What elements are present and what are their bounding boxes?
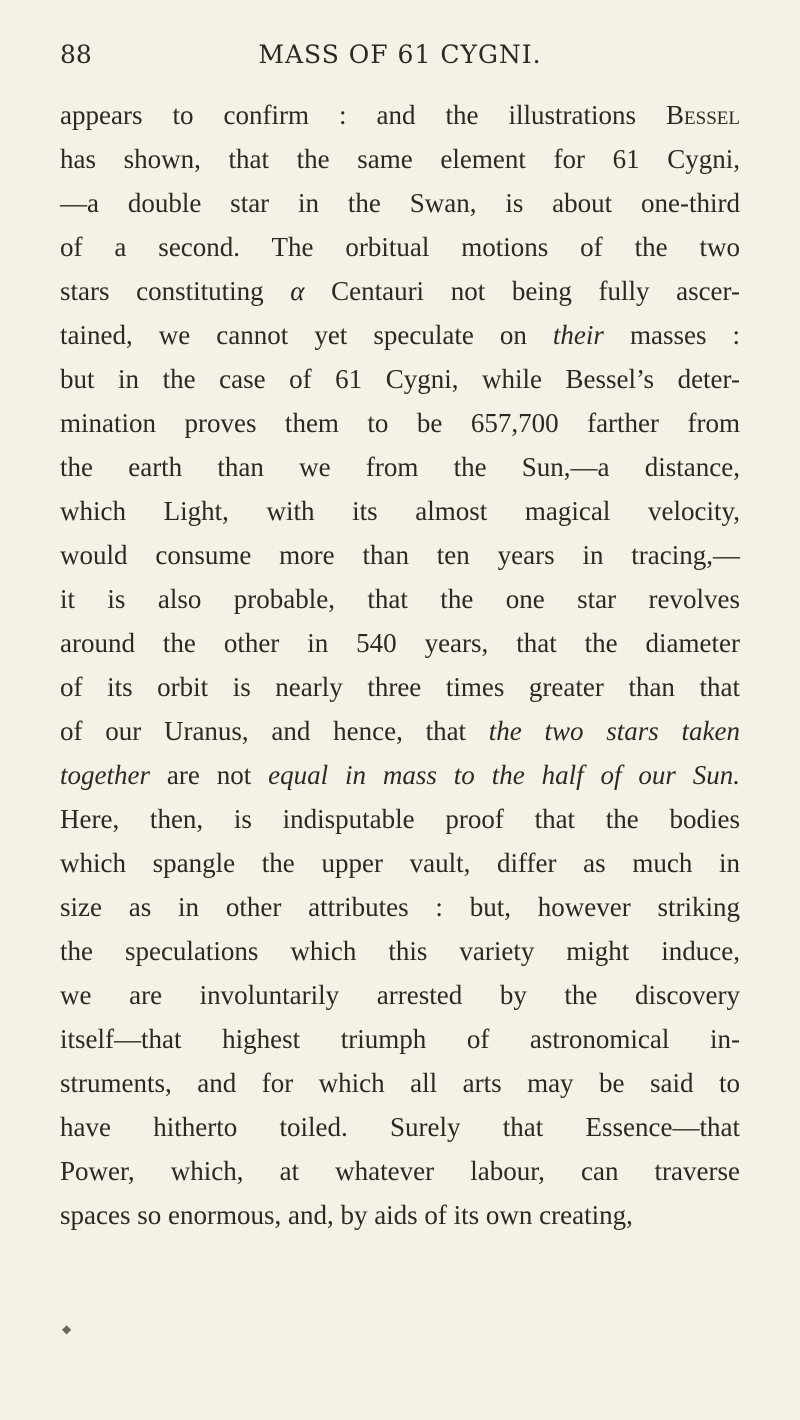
text-line: [60, 885, 740, 929]
text-run: Centauri not being fully ascer-: [304, 276, 740, 306]
text-run: appears to confirm : and the illustrations: [60, 100, 667, 130]
text-run: the speculations which this variety might induce,: [60, 936, 740, 966]
text-line: [60, 1193, 740, 1237]
text-line: [60, 313, 740, 357]
text-line: [60, 1105, 740, 1149]
running-head: [60, 40, 740, 80]
text-run: which Light, with its almost magical velocity,: [60, 496, 740, 526]
text-line: [60, 621, 740, 665]
text-line: [60, 709, 740, 753]
text-run: around the other in 540 years, that the diameter: [60, 628, 740, 658]
italic-text: equal in mass to the half of our Sun.: [268, 760, 740, 790]
text-run: stars constituting: [60, 276, 291, 306]
text-line: [60, 269, 740, 313]
text-line: [60, 753, 740, 797]
text-line: [60, 93, 740, 137]
text-line: [60, 445, 740, 489]
text-run: of its orbit is nearly three times greater than that: [60, 672, 740, 702]
text-line: [60, 929, 740, 973]
text-line: [60, 841, 740, 885]
text-line: [60, 181, 740, 225]
text-run: size as in other attributes : but, however striking: [60, 892, 740, 922]
page-number: 88: [60, 40, 92, 69]
italic-text: α: [290, 276, 305, 306]
text-run: of a second. The orbitual motions of the two: [60, 232, 740, 262]
text-line: [60, 665, 740, 709]
ink-mark: ◆: [62, 1322, 72, 1336]
text-run: we are involuntarily arrested by the discovery: [60, 980, 740, 1010]
text-run: would consume more than ten years in tracing,—: [60, 540, 740, 570]
text-line: [60, 973, 740, 1017]
italic-text: together: [60, 760, 150, 790]
text-run: tained, we cannot yet speculate on: [60, 320, 553, 350]
text-run: itself—that highest triumph of astronomical in-: [60, 1024, 740, 1054]
text-run: but in the case of 61 Cygni, while Bessel’s deter-: [60, 364, 740, 394]
text-run: which spangle the upper vault, differ as much in: [60, 848, 740, 878]
italic-text: the two stars taken: [488, 716, 740, 746]
text-run: masses :: [603, 320, 740, 350]
text-run: Here, then, is indisputable proof that the bodies: [60, 804, 740, 834]
text-run: the earth than we from the Sun,—a distance,: [60, 452, 740, 482]
text-run: of our Uranus, and hence, that: [60, 716, 489, 746]
text-run: it is also probable, that the one star revolves: [60, 584, 740, 614]
body-text: [60, 93, 740, 1237]
text-run: struments, and for which all arts may be said to: [60, 1068, 740, 1098]
text-run: spaces so enormous, and, by aids of its own creating,: [60, 1200, 633, 1230]
text-run: mination proves them to be 657,700 farther from: [60, 408, 740, 438]
small-caps-name: Bessel: [666, 100, 740, 130]
text-line: [60, 401, 740, 445]
text-line: [60, 357, 740, 401]
text-line: [60, 1061, 740, 1105]
text-run: has shown, that the same element for 61 Cygni,: [60, 144, 740, 174]
text-line: [60, 577, 740, 621]
text-line: [60, 1017, 740, 1061]
text-line: [60, 225, 740, 269]
text-line: [60, 489, 740, 533]
text-line: [60, 1149, 740, 1193]
text-line: [60, 533, 740, 577]
text-run: —a double star in the Swan, is about one-third: [60, 188, 740, 218]
running-head-title: MASS OF 61 CYGNI.: [258, 40, 542, 69]
text-run: are not: [149, 760, 269, 790]
text-run: Power, which, at whatever labour, can traverse: [60, 1156, 740, 1186]
italic-text: their: [552, 320, 604, 350]
text-run: have hitherto toiled. Surely that Essence—that: [60, 1112, 740, 1142]
text-line: [60, 137, 740, 181]
text-line: [60, 797, 740, 841]
